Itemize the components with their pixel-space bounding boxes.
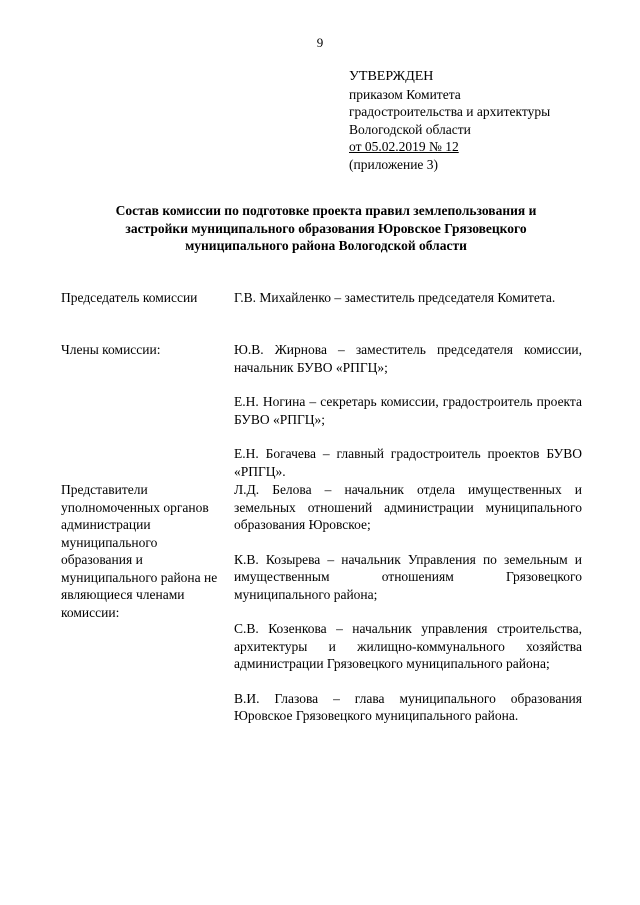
role-label: Председатель комиссии <box>61 290 198 305</box>
member-list <box>234 481 582 725</box>
member-entry: К.В. Козырева – начальник Управления по земельным и имущественным отношениям Грязовецкого муниципального района; <box>234 551 582 602</box>
role-label: Представители уполномоченных органов администрации муниципального образования и муниципального района не являющиеся членами комиссии: <box>61 482 218 620</box>
page-number: 9 <box>316 35 324 50</box>
approval-appendix: (приложение 3) <box>349 156 439 172</box>
member-entry: Е.Н. Ногина – секретарь комиссии, градостроитель проекта БУВО «РПГЦ»; <box>234 394 582 427</box>
approval-line: градостроительства и архитектуры <box>349 104 551 119</box>
document-title <box>70 202 582 255</box>
member-entry: В.И. Глазова – глава муниципального образования Юровское Грязовецкого муниципального района. <box>234 690 582 723</box>
title-line: муниципального района Вологодской области <box>185 238 467 253</box>
title-line: застройки муниципального образования Юровское Грязовецкого <box>125 220 527 236</box>
approval-date: от 05.02.2019 № 12 <box>349 139 459 154</box>
member-entry: С.В. Козенкова – начальник управления строительства, архитектуры и жилищно-коммунального хозяйства администрации Грязовецкого муниципального района; <box>234 621 582 671</box>
role-label: Члены комиссии: <box>61 342 161 357</box>
member-entry: Л.Д. Белова – начальник отдела имущественных и земельных отношений администрации муниципального образования Юровское; <box>234 482 582 532</box>
member-entry: Ю.В. Жирнова – заместитель председателя комиссии, начальник БУВО «РПГЦ»; <box>234 342 582 375</box>
approval-stamp <box>349 68 550 173</box>
member-list <box>234 289 582 307</box>
approval-line: Вологодской области <box>349 121 471 137</box>
title-line: Состав комиссии по подготовке проекта правил землепользования и <box>115 203 537 218</box>
member-list <box>234 341 582 480</box>
member-entry: Е.Н. Богачева – главный градостроитель проектов БУВО «РПГЦ». <box>234 446 582 479</box>
approval-line: приказом Комитета <box>349 86 461 102</box>
approval-heading: УТВЕРЖДЕН <box>349 69 434 84</box>
member-entry: Г.В. Михайленко – заместитель председателя Комитета. <box>234 290 556 305</box>
